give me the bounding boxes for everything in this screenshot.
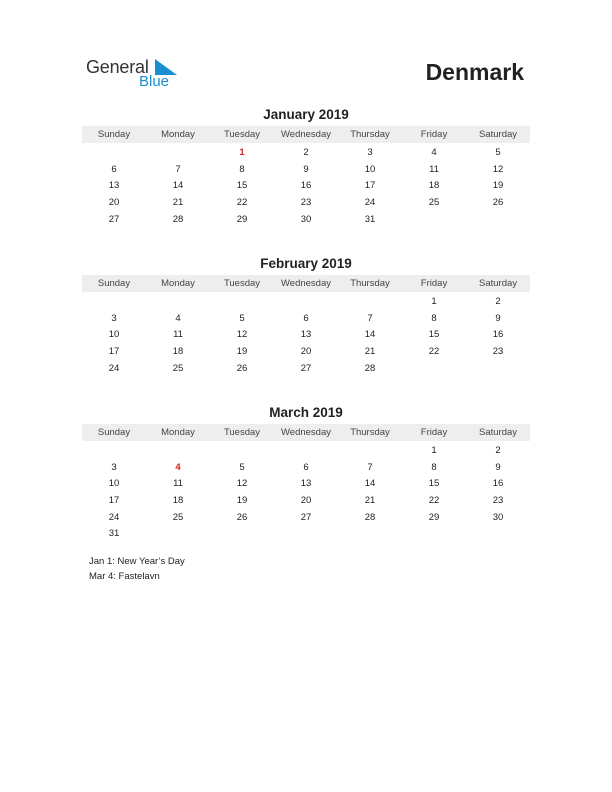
day-cell: 7 bbox=[175, 163, 181, 175]
day-cell: 7 bbox=[367, 461, 373, 473]
day-cell: 1 bbox=[431, 445, 437, 456]
weekday-header bbox=[82, 126, 530, 143]
weekday-label: Thursday bbox=[350, 278, 390, 289]
day-cell: 2 bbox=[495, 296, 501, 307]
day-cell: 16 bbox=[492, 478, 504, 490]
weekday-label: Thursday bbox=[350, 129, 390, 140]
day-cell: 11 bbox=[429, 163, 439, 175]
day-cell: 3 bbox=[367, 147, 373, 158]
empty-cell bbox=[338, 294, 402, 311]
weekday-label: Sunday bbox=[97, 129, 131, 140]
day-cell: 5 bbox=[239, 461, 245, 473]
day-cell: 12 bbox=[236, 329, 248, 341]
weekday-label: Tuesday bbox=[223, 427, 261, 438]
day-cell: 8 bbox=[239, 163, 245, 175]
day-grid bbox=[82, 443, 530, 543]
day-cell: 23 bbox=[300, 197, 312, 209]
day-cell: 10 bbox=[108, 329, 120, 341]
day-cell: 26 bbox=[236, 511, 248, 523]
day-cell: 9 bbox=[495, 312, 501, 324]
day-cell: 30 bbox=[300, 213, 312, 225]
month-title: February 2019 bbox=[260, 256, 352, 271]
weekday-label: Tuesday bbox=[223, 129, 261, 140]
day-cell: 10 bbox=[364, 163, 376, 175]
day-cell: 23 bbox=[492, 346, 504, 358]
day-cell: 10 bbox=[108, 478, 120, 490]
day-cell: 22 bbox=[428, 346, 440, 358]
day-cell: 29 bbox=[428, 511, 440, 523]
day-cell: 6 bbox=[303, 312, 309, 324]
day-cell: 16 bbox=[492, 329, 504, 341]
weekday-label: Thursday bbox=[350, 427, 390, 438]
empty-cell bbox=[146, 294, 210, 311]
day-cell: 28 bbox=[364, 511, 376, 523]
month-march bbox=[82, 404, 530, 543]
day-grid bbox=[82, 294, 530, 377]
day-cell: 27 bbox=[300, 511, 312, 523]
day-cell: 30 bbox=[492, 511, 504, 523]
country-title: Denmark bbox=[425, 59, 524, 85]
empty-cell bbox=[146, 443, 210, 460]
day-cell: 17 bbox=[108, 495, 120, 507]
weekday-label: Wednesday bbox=[281, 278, 331, 289]
weekday-label: Monday bbox=[161, 278, 195, 289]
day-cell: 19 bbox=[236, 495, 248, 507]
day-cell: 19 bbox=[236, 346, 248, 358]
weekday-label: Monday bbox=[161, 427, 195, 438]
holiday-note: Mar 4: Fastelavn bbox=[89, 570, 160, 582]
empty-cell bbox=[82, 443, 146, 460]
weekday-label: Friday bbox=[420, 278, 448, 289]
day-cell: 25 bbox=[172, 362, 184, 374]
day-cell: 23 bbox=[492, 495, 504, 507]
day-cell: 12 bbox=[492, 163, 504, 175]
day-cell: 4 bbox=[175, 312, 181, 324]
weekday-label: Friday bbox=[420, 129, 448, 140]
holiday-note: Jan 1: New Year’s Day bbox=[89, 556, 185, 567]
day-cell: 31 bbox=[108, 528, 120, 540]
weekday-label: Sunday bbox=[97, 278, 131, 289]
day-cell: 21 bbox=[364, 495, 376, 507]
day-cell: 15 bbox=[236, 180, 248, 192]
day-cell: 18 bbox=[172, 346, 184, 358]
day-cell: 14 bbox=[172, 180, 184, 192]
day-cell: 5 bbox=[495, 147, 501, 158]
weekday-label: Saturday bbox=[478, 427, 518, 438]
day-cell: 17 bbox=[364, 180, 376, 192]
brand-logo bbox=[86, 57, 186, 91]
day-cell: 9 bbox=[495, 461, 501, 473]
day-cell: 18 bbox=[428, 180, 440, 192]
weekday-header bbox=[82, 424, 530, 441]
day-cell: 28 bbox=[364, 362, 376, 374]
day-cell: 1 bbox=[431, 296, 437, 307]
day-cell: 15 bbox=[428, 478, 440, 490]
day-grid bbox=[82, 145, 530, 228]
day-cell: 22 bbox=[236, 197, 248, 209]
day-cell: 18 bbox=[172, 495, 184, 507]
day-cell: 29 bbox=[236, 213, 248, 225]
empty-cell bbox=[274, 443, 338, 460]
day-cell: 21 bbox=[172, 197, 184, 209]
weekday-label: Friday bbox=[420, 427, 448, 438]
holiday-notes bbox=[89, 555, 185, 584]
day-cell: 6 bbox=[111, 163, 117, 175]
day-cell: 14 bbox=[364, 478, 376, 490]
day-cell: 28 bbox=[172, 213, 184, 225]
day-cell: 22 bbox=[428, 495, 440, 507]
day-cell: 1 bbox=[239, 147, 245, 158]
weekday-label: Wednesday bbox=[281, 129, 331, 140]
day-cell: 11 bbox=[173, 329, 183, 341]
day-cell: 13 bbox=[108, 180, 120, 192]
weekday-label: Monday bbox=[161, 129, 195, 140]
day-cell: 31 bbox=[364, 213, 376, 225]
day-cell: 26 bbox=[492, 197, 504, 209]
day-cell: 15 bbox=[428, 329, 440, 341]
logo-text-blue: Blue bbox=[139, 73, 170, 90]
day-cell: 17 bbox=[108, 346, 120, 358]
day-cell: 25 bbox=[428, 197, 440, 209]
day-cell: 20 bbox=[300, 346, 312, 358]
day-cell: 20 bbox=[108, 197, 120, 209]
month-february bbox=[82, 255, 530, 377]
empty-cell bbox=[210, 443, 274, 460]
empty-cell bbox=[146, 145, 210, 162]
empty-cell bbox=[210, 294, 274, 311]
day-cell: 5 bbox=[239, 312, 245, 324]
empty-cell bbox=[338, 443, 402, 460]
day-cell: 20 bbox=[300, 495, 312, 507]
day-cell: 3 bbox=[111, 312, 117, 324]
day-cell: 13 bbox=[300, 478, 312, 490]
day-cell: 25 bbox=[172, 511, 184, 523]
day-cell: 3 bbox=[111, 461, 117, 473]
day-cell: 19 bbox=[492, 180, 504, 192]
day-cell: 27 bbox=[300, 362, 312, 374]
day-cell: 2 bbox=[495, 445, 501, 456]
day-cell: 11 bbox=[173, 478, 183, 490]
day-cell: 24 bbox=[108, 362, 120, 374]
weekday-header bbox=[82, 275, 530, 292]
day-cell: 24 bbox=[108, 511, 120, 523]
day-cell: 6 bbox=[303, 461, 309, 473]
day-cell: 8 bbox=[431, 461, 437, 473]
logo-text-general: General bbox=[86, 57, 149, 77]
day-cell: 26 bbox=[236, 362, 248, 374]
day-cell: 13 bbox=[300, 329, 312, 341]
day-cell: 24 bbox=[364, 197, 376, 209]
month-title: January 2019 bbox=[263, 107, 349, 122]
day-cell: 27 bbox=[108, 213, 120, 225]
day-cell: 12 bbox=[236, 478, 248, 490]
day-cell: 9 bbox=[303, 163, 309, 175]
month-january bbox=[82, 106, 530, 228]
day-cell: 8 bbox=[431, 312, 437, 324]
day-cell: 21 bbox=[364, 346, 376, 358]
weekday-label: Wednesday bbox=[281, 427, 331, 438]
weekday-label: Tuesday bbox=[223, 278, 261, 289]
day-cell: 2 bbox=[303, 147, 309, 158]
day-cell: 4 bbox=[175, 461, 181, 473]
empty-cell bbox=[82, 145, 146, 162]
month-title: March 2019 bbox=[269, 405, 343, 420]
day-cell: 14 bbox=[364, 329, 376, 341]
day-cell: 4 bbox=[431, 147, 437, 158]
weekday-label: Saturday bbox=[478, 129, 518, 140]
weekday-label: Sunday bbox=[97, 427, 131, 438]
weekday-label: Saturday bbox=[478, 278, 518, 289]
empty-cell bbox=[274, 294, 338, 311]
day-cell: 7 bbox=[367, 312, 373, 324]
empty-cell bbox=[82, 294, 146, 311]
day-cell: 16 bbox=[300, 180, 312, 192]
